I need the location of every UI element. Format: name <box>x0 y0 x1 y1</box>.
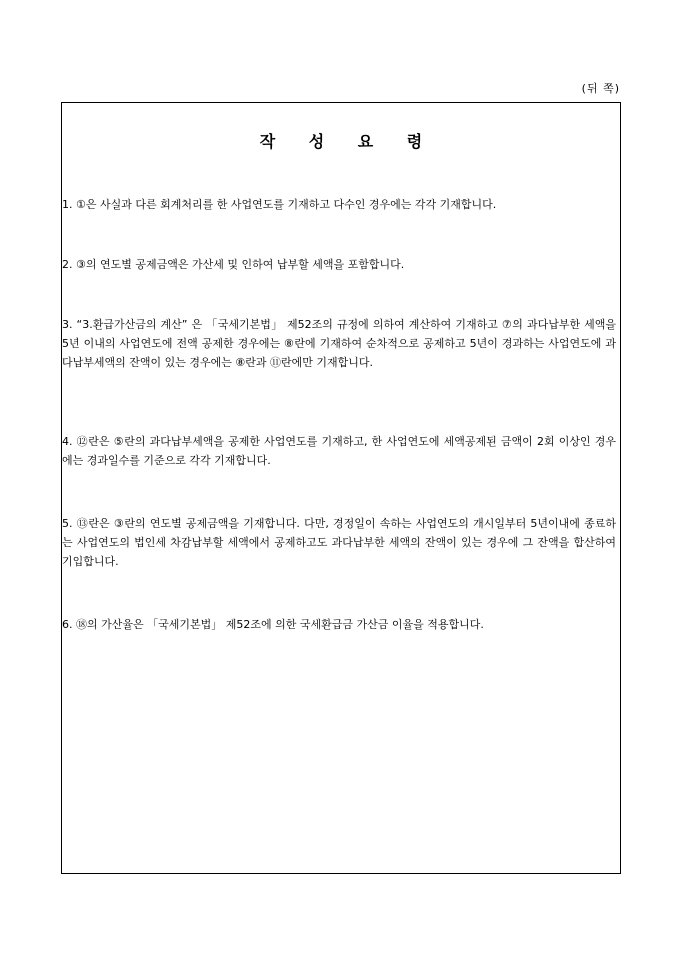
instructions-box <box>61 102 621 874</box>
item-number: 3. <box>62 318 73 331</box>
item-text: ③의 연도별 공제금액은 가산세 및 인하여 납부할 세액을 포함합니다. <box>76 258 405 271</box>
item-number: 2. <box>62 258 73 271</box>
instruction-item-1 <box>62 195 616 214</box>
page-side-label: (뒤 쪽) <box>581 82 620 95</box>
item-number: 4. <box>62 435 73 448</box>
instructions-title: 작 성 요 령 <box>259 132 437 151</box>
instruction-item-6 <box>62 615 616 634</box>
item-number: 6. <box>62 618 73 631</box>
instruction-item-5 <box>62 514 616 571</box>
item-number: 1. <box>62 198 73 211</box>
item-text: “3.환급가산금의 계산” 은 「국세기본법」 제52조의 규정에 의하여 계산하여 기재하고 ⑦의 과다납부한 세액을 5년 이내의 사업연도에 전액 공제한 경우에는 ⑧란에 기재하여 순차적으로 공제하고 5년이 경과하는 사업연도에 과다납부세액의 잔액이 있는 경우에는 ⑧란과 ⑪란에만 기재합니다. <box>62 318 616 369</box>
item-text: ⑬란은 ③란의 연도별 공제금액을 기재합니다. 다만, 경정일이 속하는 사업연도의 개시일부터 5년이내에 종료하는 사업연도의 법인세 차감납부할 세액에서 공제하고도 과다납부한 세액의 잔액이 있는 경우에 그 잔액을 합산하여 기입합니다. <box>62 517 617 568</box>
item-text: ⑫란은 ⑤란의 과다납부세액을 공제한 사업연도를 기재하고, 한 사업연도에 세액공제된 금액이 2회 이상인 경우에는 경과일수를 기준으로 각각 기재합니다. <box>62 435 617 467</box>
item-text: ⑱의 가산율은 「국세기본법」 제52조에 의한 국세환급금 가산금 이율을 적용합니다. <box>76 618 484 631</box>
instruction-item-4 <box>62 432 616 470</box>
instruction-item-2 <box>62 255 616 274</box>
item-number: 5. <box>62 517 73 530</box>
instruction-item-3 <box>62 315 616 372</box>
item-text: ①은 사실과 다른 회계처리를 한 사업연도를 기재하고 다수인 경우에는 각각 기재합니다. <box>76 198 497 211</box>
